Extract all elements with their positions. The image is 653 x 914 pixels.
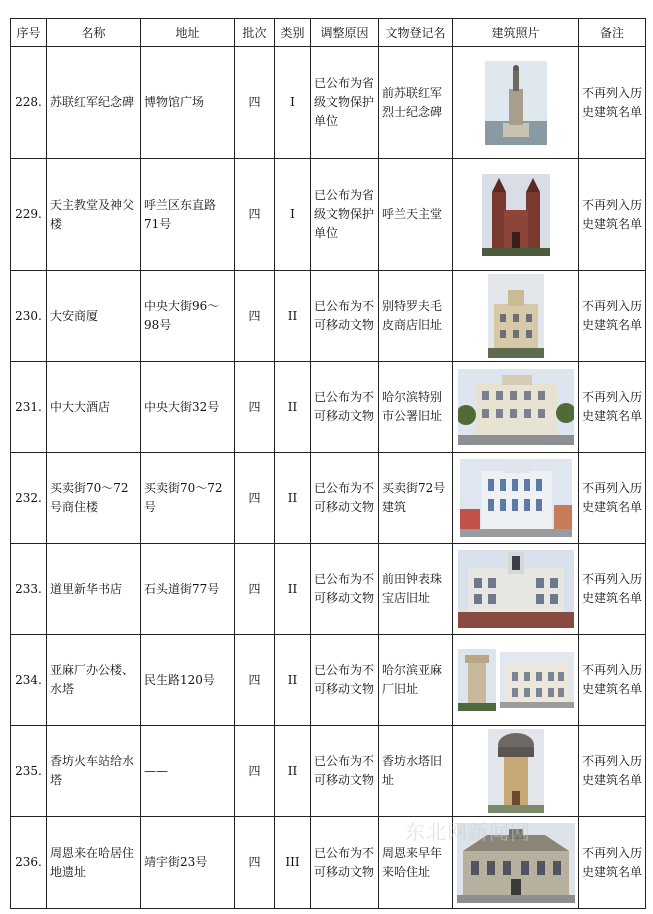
row-category: III <box>275 817 311 909</box>
row-num: 228. <box>11 47 47 159</box>
row-remarks: 不再列入历史建筑名单 <box>579 453 646 544</box>
row-batch: 四 <box>235 726 275 817</box>
row-reason: 已公布为不可移动文物 <box>311 635 379 726</box>
row-photo-cell <box>453 544 579 635</box>
row-address: 中央大街96～98号 <box>141 271 235 362</box>
row-address: 博物馆广场 <box>141 47 235 159</box>
header-address: 地址 <box>141 19 235 47</box>
row-address: 中央大街32号 <box>141 362 235 453</box>
header-reason: 调整原因 <box>311 19 379 47</box>
table-row <box>11 159 646 271</box>
row-category: II <box>275 726 311 817</box>
header-batch: 批次 <box>235 19 275 47</box>
row-address: 呼兰区东直路71号 <box>141 159 235 271</box>
row-category: II <box>275 362 311 453</box>
row-registered-name: 香坊水塔旧址 <box>379 726 453 817</box>
row-category: I <box>275 159 311 271</box>
row-batch: 四 <box>235 47 275 159</box>
row-remarks: 不再列入历史建筑名单 <box>579 271 646 362</box>
row-num: 229. <box>11 159 47 271</box>
bookstore-photo-icon <box>458 550 574 628</box>
row-photo-cell <box>453 635 579 726</box>
watermark-text: 东北网新闻网 <box>405 820 531 844</box>
row-remarks: 不再列入历史建筑名单 <box>579 635 646 726</box>
residence-photo-icon <box>457 823 575 903</box>
row-address: 石头道街77号 <box>141 544 235 635</box>
row-batch: 四 <box>235 159 275 271</box>
row-batch: 四 <box>235 453 275 544</box>
row-num: 234. <box>11 635 47 726</box>
row-name: 大安商厦 <box>47 271 141 362</box>
header-num: 序号 <box>11 19 47 47</box>
row-num: 231. <box>11 362 47 453</box>
church-photo-icon <box>482 174 550 256</box>
row-reason: 已公布为不可移动文物 <box>311 453 379 544</box>
row-batch: 四 <box>235 544 275 635</box>
header-category: 类别 <box>275 19 311 47</box>
table-row <box>11 47 646 159</box>
row-num: 236. <box>11 817 47 909</box>
factory-photo-pair <box>456 649 575 711</box>
row-registered-name: 哈尔滨特别市公署旧址 <box>379 362 453 453</box>
row-address: 民生路120号 <box>141 635 235 726</box>
row-address: —— <box>141 726 235 817</box>
row-name: 香坊火车站给水塔 <box>47 726 141 817</box>
row-name: 道里新华书店 <box>47 544 141 635</box>
row-category: II <box>275 544 311 635</box>
header-photo: 建筑照片 <box>453 19 579 47</box>
row-registered-name: 前苏联红军烈士纪念碑 <box>379 47 453 159</box>
factory-office-photo-icon <box>500 652 574 708</box>
row-name: 中大大酒店 <box>47 362 141 453</box>
monument-photo-icon <box>485 61 547 145</box>
row-registered-name: 周恩来早年来哈住址 <box>379 817 453 909</box>
row-name: 买卖街70～72号商住楼 <box>47 453 141 544</box>
row-reason: 已公布为不可移动文物 <box>311 726 379 817</box>
factory-water-tower-photo-icon <box>458 649 496 711</box>
row-remarks: 不再列入历史建筑名单 <box>579 362 646 453</box>
row-address: 买卖街70～72号 <box>141 453 235 544</box>
row-photo-cell <box>453 453 579 544</box>
row-registered-name: 呼兰天主堂 <box>379 159 453 271</box>
row-photo-cell <box>453 726 579 817</box>
row-photo-cell <box>453 271 579 362</box>
row-photo-cell <box>453 362 579 453</box>
water-tower-photo-icon <box>488 729 544 813</box>
table-row <box>11 453 646 544</box>
row-category: II <box>275 271 311 362</box>
row-registered-name: 别特罗夫毛皮商店旧址 <box>379 271 453 362</box>
table-row <box>11 362 646 453</box>
row-reason: 已公布为不可移动文物 <box>311 544 379 635</box>
header-row <box>11 19 646 47</box>
commercial-building-photo-icon <box>460 459 572 537</box>
table-row <box>11 817 646 909</box>
row-num: 232. <box>11 453 47 544</box>
table-row <box>11 544 646 635</box>
header-name: 名称 <box>47 19 141 47</box>
row-remarks: 不再列入历史建筑名单 <box>579 726 646 817</box>
row-photo-cell <box>453 47 579 159</box>
row-photo-cell <box>453 817 579 909</box>
hotel-photo-icon <box>458 369 574 445</box>
row-category: II <box>275 453 311 544</box>
row-num: 233. <box>11 544 47 635</box>
row-batch: 四 <box>235 635 275 726</box>
row-num: 230. <box>11 271 47 362</box>
row-name: 苏联红军纪念碑 <box>47 47 141 159</box>
row-name: 周恩来在哈居住地遗址 <box>47 817 141 909</box>
building-photo-icon <box>488 274 544 358</box>
row-address: 靖宇街23号 <box>141 817 235 909</box>
table-row <box>11 635 646 726</box>
row-registered-name: 哈尔滨亚麻厂旧址 <box>379 635 453 726</box>
row-remarks: 不再列入历史建筑名单 <box>579 817 646 909</box>
header-registered-name: 文物登记名 <box>379 19 453 47</box>
row-registered-name: 前田钟表珠宝店旧址 <box>379 544 453 635</box>
row-reason: 已公布为不可移动文物 <box>311 362 379 453</box>
row-remarks: 不再列入历史建筑名单 <box>579 544 646 635</box>
row-reason: 已公布为省级文物保护单位 <box>311 47 379 159</box>
table-row <box>11 271 646 362</box>
row-category: I <box>275 47 311 159</box>
heritage-table <box>10 18 646 909</box>
row-reason: 已公布为不可移动文物 <box>311 817 379 909</box>
row-batch: 四 <box>235 362 275 453</box>
row-category: II <box>275 635 311 726</box>
row-name: 天主教堂及神父楼 <box>47 159 141 271</box>
row-reason: 已公布为不可移动文物 <box>311 271 379 362</box>
header-remarks: 备注 <box>579 19 646 47</box>
table-row <box>11 726 646 817</box>
row-photo-cell <box>453 159 579 271</box>
row-batch: 四 <box>235 271 275 362</box>
row-registered-name: 买卖街72号建筑 <box>379 453 453 544</box>
row-remarks: 不再列入历史建筑名单 <box>579 47 646 159</box>
row-name: 亚麻厂办公楼、水塔 <box>47 635 141 726</box>
row-num: 235. <box>11 726 47 817</box>
row-reason: 已公布为省级文物保护单位 <box>311 159 379 271</box>
row-remarks: 不再列入历史建筑名单 <box>579 159 646 271</box>
row-batch: 四 <box>235 817 275 909</box>
